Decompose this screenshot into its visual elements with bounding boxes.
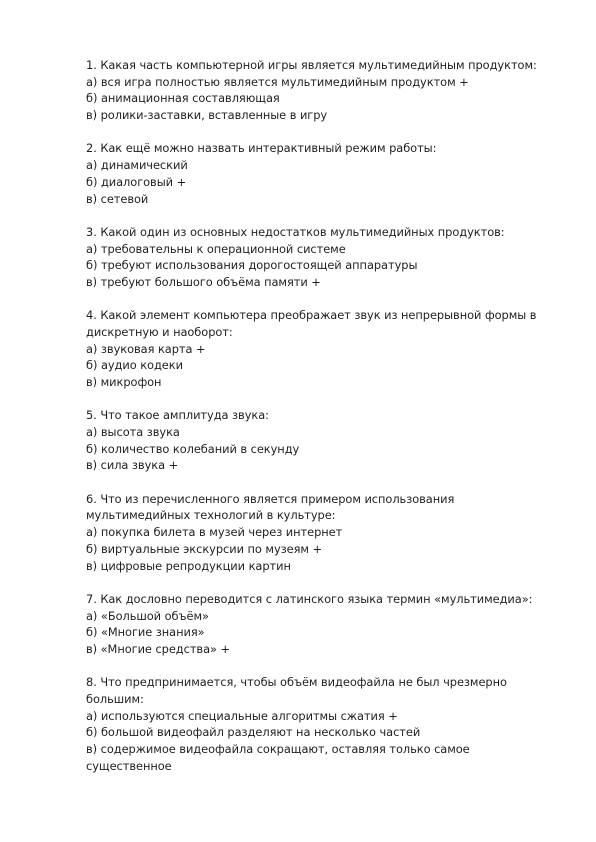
question-text: 6. Что из перечисленного является примером использования	[86, 491, 455, 506]
answer-option: б) диалоговый +	[86, 174, 187, 189]
answer-option: а) «Большой объём»	[86, 608, 209, 623]
answer-option: в) содержимое видеофайла сокращают, оставляя только самое существенное	[86, 742, 470, 773]
answer-option: в) «Многие средства» +	[86, 641, 231, 656]
question-8	[86, 674, 556, 774]
answer-option: б) количество колебаний в секунду	[86, 441, 300, 456]
question-text: 1. Какая часть компьютерной игры является мультимедийным продуктом:	[86, 58, 537, 72]
question-2	[86, 140, 556, 207]
answer-option: в) ролики-заставки, вставленные в игру	[86, 108, 328, 123]
answer-option: а) высота звука	[86, 425, 180, 440]
question-text-continued: большим:	[86, 691, 144, 706]
answer-option: б) требуют использования дорогостоящей аппаратуры	[86, 258, 418, 273]
answer-option: а) звуковая карта +	[86, 341, 206, 356]
answer-option: б) анимационная составляющая	[86, 91, 280, 106]
answer-option: в) микрофон	[86, 375, 162, 390]
question-5	[86, 407, 556, 474]
question-text: 8. Что предпринимается, чтобы объём видеофайла не был чрезмерно	[86, 675, 507, 690]
question-text-continued: дискретную и наоборот:	[86, 324, 233, 339]
question-text-continued: мультимедийных технологий в культуре:	[86, 508, 336, 523]
answer-option: в) сила звука +	[86, 458, 179, 473]
answer-option: а) динамический	[86, 158, 188, 173]
answer-option: б) большой видеофайл разделяют на несколько частей	[86, 725, 421, 740]
question-6	[86, 491, 556, 575]
answer-option: б) виртуальные экскурсии по музеям +	[86, 541, 323, 556]
question-3	[86, 224, 556, 291]
answer-option: а) требовательны к операционной системе	[86, 241, 346, 256]
question-7	[86, 591, 556, 658]
answer-option: а) используются специальные алгоритмы сжатия +	[86, 708, 398, 723]
question-text: 2. Как ещё можно назвать интерактивный режим работы:	[86, 141, 437, 156]
answer-option: б) аудио кодеки	[86, 358, 183, 373]
question-text: 3. Какой один из основных недостатков мультимедийных продуктов:	[86, 224, 505, 239]
answer-option: в) требуют большого объёма памяти +	[86, 274, 321, 289]
quiz-document	[86, 57, 556, 791]
answer-option: в) цифровые репродукции картин	[86, 558, 291, 573]
answer-option: а) покупка билета в музей через интернет	[86, 525, 343, 540]
question-text: 4. Какой элемент компьютера преображает звук из непрерывной формы в	[86, 308, 537, 323]
question-text: 7. Как дословно переводится с латинского языка термин «мультимедиа»:	[86, 591, 533, 606]
answer-option: а) вся игра полностью является мультимедийным продуктом +	[86, 74, 469, 89]
question-text: 5. Что такое амплитуда звука:	[86, 408, 269, 423]
question-4	[86, 307, 556, 391]
answer-option: в) сетевой	[86, 191, 149, 206]
answer-option: б) «Многие знания»	[86, 625, 205, 640]
question-1	[86, 57, 556, 124]
